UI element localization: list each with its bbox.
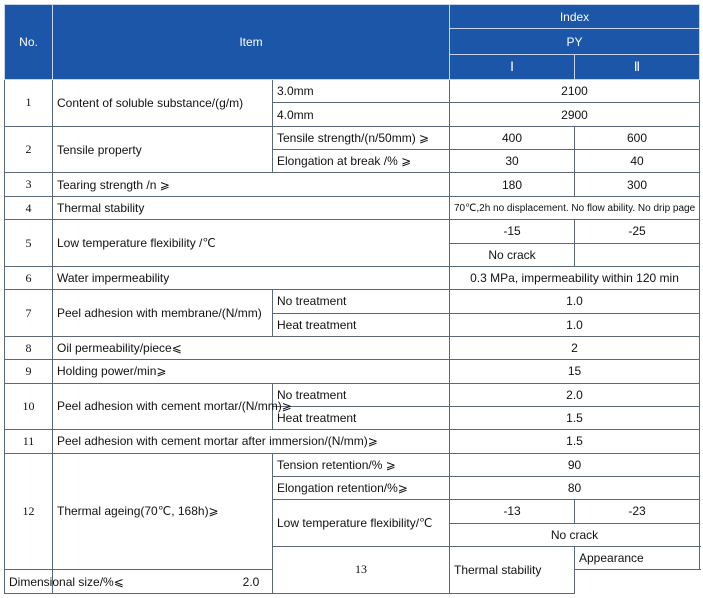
specification-table <box>4 4 700 594</box>
value-cell: 0.3 MPa, impermeability within 120 min <box>450 266 700 289</box>
item-label: Water impermeability <box>53 266 450 289</box>
value-cell-grade-1: 400 <box>450 126 575 149</box>
value-cell-note: No crack <box>450 523 700 546</box>
value-cell: 1.5 <box>450 430 700 453</box>
sub-item-label: Dimensional size/%⩽ <box>5 570 53 594</box>
value-cell-grade-2: -25 <box>575 220 700 243</box>
value-cell-grade-2: -23 <box>575 500 700 523</box>
value-cell: 1.5 <box>450 406 700 429</box>
sub-item-label: 4.0mm <box>273 103 450 126</box>
table-row <box>5 570 700 594</box>
item-label: Thermal stability <box>450 546 575 593</box>
table-row <box>5 126 700 149</box>
header-no: No. <box>5 5 53 80</box>
item-label: Tearing strength /n ⩾ <box>53 173 450 196</box>
value-cell-grade-2: 40 <box>575 150 700 173</box>
row-number: 1 <box>5 80 53 127</box>
item-label: Oil permeability/piece⩽ <box>53 336 450 359</box>
value-cell-grade-1: -15 <box>450 220 575 243</box>
row-number: 10 <box>5 383 53 430</box>
item-label: Low temperature flexibility /℃ <box>53 220 450 267</box>
sub-item-label: Tensile strength/(n/50mm) ⩾ <box>273 126 450 149</box>
table-row <box>5 196 700 219</box>
value-cell: 2.0 <box>53 570 450 594</box>
sub-item-label: Elongation retention/%⩾ <box>273 476 450 499</box>
value-cell: 2100 <box>450 80 700 103</box>
table-row <box>5 173 700 196</box>
value-cell: 80 <box>450 476 700 499</box>
value-cell-grade-1: 180 <box>450 173 575 196</box>
row-number: 11 <box>5 430 53 453</box>
table-row <box>5 336 700 359</box>
row-number: 4 <box>5 196 53 219</box>
item-label: Thermal ageing(70℃, 168h)⩾ <box>53 453 273 570</box>
sub-item-label: Tension retention/% ⩾ <box>273 453 450 476</box>
header-py: PY <box>450 29 700 54</box>
table-row <box>5 80 700 103</box>
empty-cell <box>575 243 700 266</box>
table-row <box>5 453 700 476</box>
header-row <box>5 5 700 29</box>
row-number: 2 <box>5 126 53 173</box>
header-index: Index <box>450 5 700 29</box>
value-cell-grade-2: 300 <box>575 173 700 196</box>
value-cell: 2.0 <box>450 383 700 406</box>
value-cell: 90 <box>450 453 700 476</box>
value-cell: 70℃,2h no displacement. No flow ability. No drip page <box>450 196 700 219</box>
value-cell: 15 <box>450 360 700 383</box>
table-row <box>5 383 700 406</box>
row-number: 7 <box>5 290 53 337</box>
value-cell: 2900 <box>450 103 700 126</box>
sub-item-label: No treatment <box>273 290 450 313</box>
sub-item-label: Elongation at break /% ⩾ <box>273 150 450 173</box>
sub-item-label: Appearance <box>575 546 700 569</box>
header-grade-1: Ⅰ <box>450 54 575 79</box>
item-label: Peel adhesion with membrane/(N/mm) <box>53 290 273 337</box>
value-cell-note: No crack <box>450 243 575 266</box>
table-row <box>5 220 700 243</box>
value-cell: 1.0 <box>450 290 700 313</box>
row-number: 9 <box>5 360 53 383</box>
value-cell: 2 <box>450 336 700 359</box>
sub-item-label: Heat treatment <box>273 406 450 429</box>
sub-item-label: Low temperature flexibility/℃ <box>273 500 450 547</box>
sub-item-label: Heat treatment <box>273 313 450 336</box>
item-label: Peel adhesion with cement mortar after immersion/(N/mm)⩾ <box>53 430 450 453</box>
item-label: Peel adhesion with cement mortar/(N/mm)⩾ <box>53 383 273 430</box>
table-row <box>5 360 700 383</box>
row-number: 3 <box>5 173 53 196</box>
value-cell: 1.0 <box>450 313 700 336</box>
value-cell-grade-1: 30 <box>450 150 575 173</box>
item-label: Tensile property <box>53 126 273 173</box>
row-number: 8 <box>5 336 53 359</box>
item-label: Thermal stability <box>53 196 450 219</box>
value-cell-grade-1: -13 <box>450 500 575 523</box>
header-grade-2: Ⅱ <box>575 54 700 79</box>
row-number: 5 <box>5 220 53 267</box>
row-number: 13 <box>273 546 450 593</box>
table-row <box>5 430 700 453</box>
header-item: Item <box>53 5 450 80</box>
sub-item-label: No treatment <box>273 383 450 406</box>
sub-item-label: 3.0mm <box>273 80 450 103</box>
row-number: 12 <box>5 453 53 570</box>
table-row <box>5 290 700 313</box>
row-number: 6 <box>5 266 53 289</box>
value-cell-grade-2: 600 <box>575 126 700 149</box>
item-label: Content of soluble substance/(g/m) <box>53 80 273 127</box>
item-label: Holding power/min⩾ <box>53 360 450 383</box>
table-row <box>5 266 700 289</box>
